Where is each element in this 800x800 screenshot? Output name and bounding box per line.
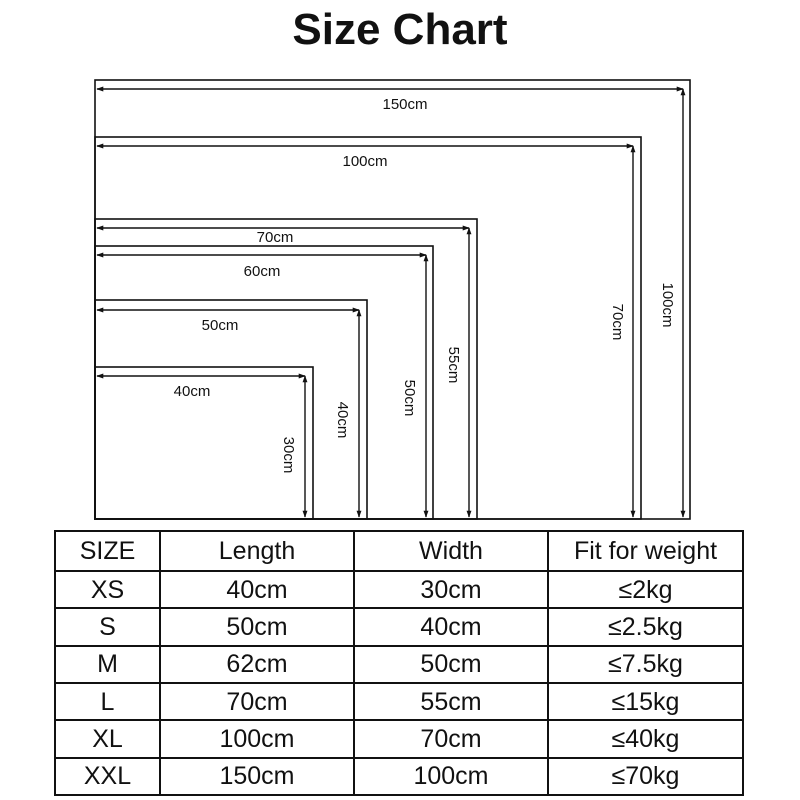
length-label: 100cm (342, 152, 388, 170)
width-label: 55cm (445, 346, 463, 384)
length-label: 150cm (382, 95, 428, 113)
table-row (55, 571, 743, 608)
page-title: Size Chart (292, 5, 508, 54)
cell-length: 70cm (160, 683, 354, 720)
cell-width: 55cm (354, 683, 548, 720)
length-label: 60cm (243, 262, 281, 280)
length-label: 50cm (201, 316, 239, 334)
cell-length: 100cm (160, 720, 354, 757)
cell-weight: ≤70kg (548, 758, 743, 795)
cell-weight: ≤40kg (548, 720, 743, 757)
table-row (55, 683, 743, 720)
cell-length: 40cm (160, 571, 354, 608)
length-label: 70cm (256, 228, 294, 246)
width-label: 100cm (659, 282, 677, 328)
header-length: Length (160, 531, 354, 571)
cell-size: S (55, 608, 160, 645)
cell-width: 40cm (354, 608, 548, 645)
cell-weight: ≤7.5kg (548, 646, 743, 683)
cell-width: 70cm (354, 720, 548, 757)
cell-size: XL (55, 720, 160, 757)
table-row (55, 758, 743, 795)
cell-width: 50cm (354, 646, 548, 683)
size-outline-1 (95, 137, 641, 519)
length-label: 40cm (173, 382, 211, 400)
cell-size: XS (55, 571, 160, 608)
table-row (55, 646, 743, 683)
table-header-row (55, 531, 743, 571)
table-row (55, 608, 743, 645)
cell-length: 150cm (160, 758, 354, 795)
size-outline-2 (95, 219, 477, 519)
table-row (55, 720, 743, 757)
width-label: 70cm (609, 303, 627, 341)
size-outline-3 (95, 246, 433, 519)
cell-length: 62cm (160, 646, 354, 683)
cell-size: M (55, 646, 160, 683)
width-label: 50cm (401, 379, 419, 417)
cell-width: 30cm (354, 571, 548, 608)
cell-weight: ≤2.5kg (548, 608, 743, 645)
cell-weight: ≤15kg (548, 683, 743, 720)
cell-size: L (55, 683, 160, 720)
cell-length: 50cm (160, 608, 354, 645)
size-table (54, 530, 744, 796)
cell-width: 100cm (354, 758, 548, 795)
header-size: SIZE (55, 531, 160, 571)
cell-weight: ≤2kg (548, 571, 743, 608)
header-width: Width (354, 531, 548, 571)
header-fit-for-weight: Fit for weight (548, 531, 743, 571)
width-label: 40cm (334, 401, 352, 439)
width-label: 30cm (280, 436, 298, 474)
cell-size: XXL (55, 758, 160, 795)
